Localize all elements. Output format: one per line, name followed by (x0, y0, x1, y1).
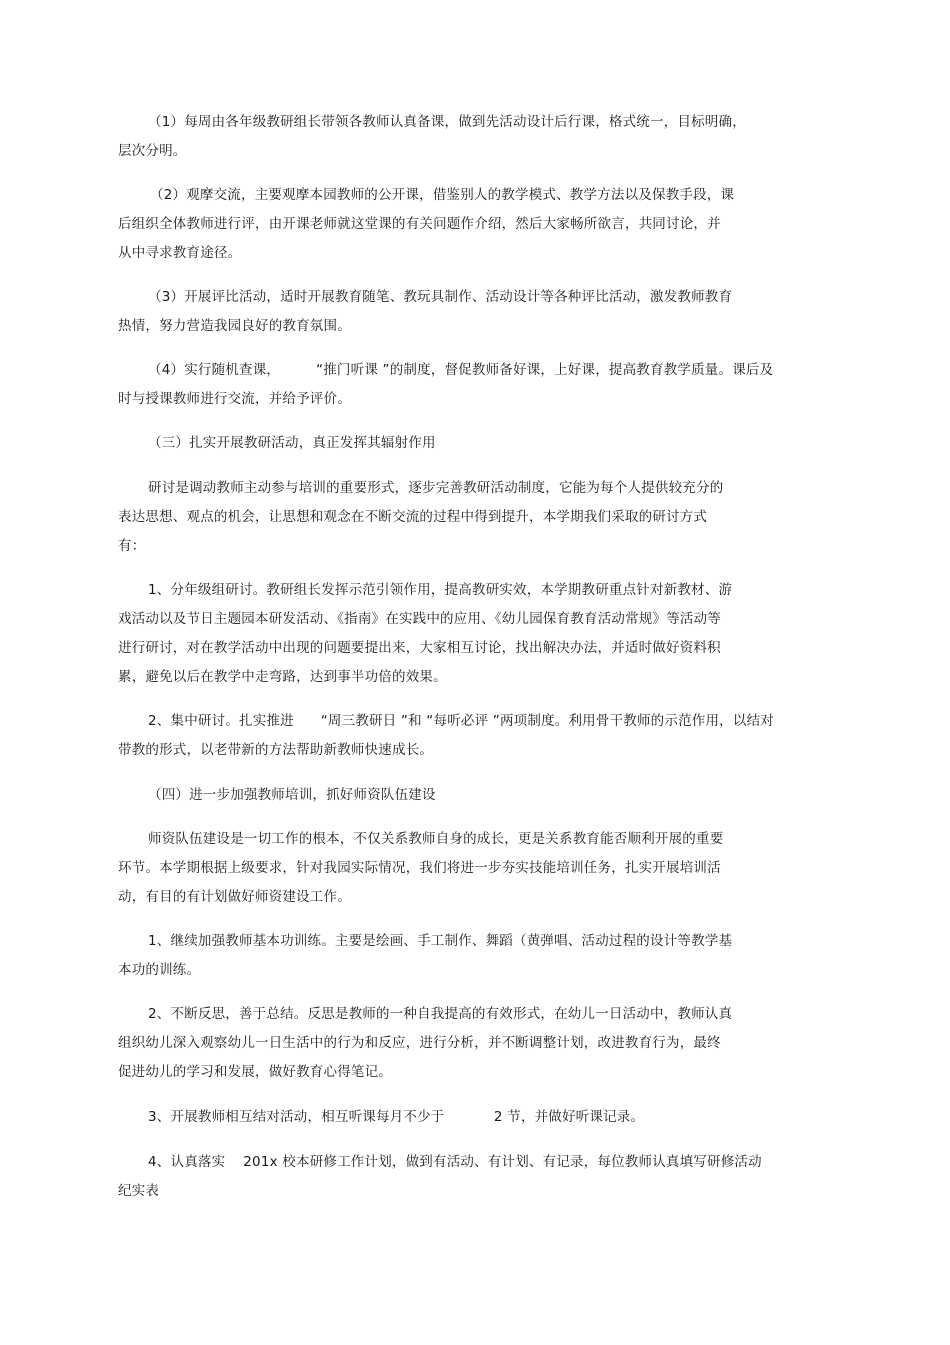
paragraph-line: 后组织全体教师进行评，由开课老师就这堂课的有关问题作介绍，然后大家畅所欲言，共同讨论，并 (118, 216, 721, 232)
paragraph-line: 2、集中研讨。扎实推进 “周三教研日 ”和 “每听必评 ”两项制度。利用骨干教师的示范作用，以结对 (148, 713, 774, 729)
paragraph-line: （3）开展评比活动，适时开展教育随笔、教玩具制作、活动设计等各种评比活动，激发教师教育 (148, 289, 733, 305)
paragraph-line: 累，避免以后在教学中走弯路，达到事半功倍的效果。 (118, 669, 447, 685)
paragraph-line: 研讨是调动教师主动参与培训的重要形式，逐步完善教研活动制度，它能为每个人提供较充分的 (148, 480, 724, 496)
paragraph-line: 2、不断反思，善于总结。反思是教师的一种自我提高的有效形式，在幼儿一日活动中，教师认真 (148, 1006, 733, 1022)
paragraph-line: （2）观摩交流，主要观摩本园教师的公开课，借鉴别人的教学模式、教学方法以及保教手段，课 (150, 187, 735, 203)
section-heading: （四）进一步加强教师培训，抓好师资队伍建设 (148, 787, 436, 803)
paragraph-line: 戏活动以及节日主题园本研发活动、《指南》在实践中的应用、《幼儿园保育教育活动常规》等活动等 (118, 611, 721, 627)
paragraph-line: 时与授课教师进行交流，并给予评价。 (118, 391, 351, 407)
paragraph-line: 1、分年级组研讨。教研组长发挥示范引领作用，提高教研实效，本学期教研重点针对新教材、游 (148, 582, 733, 598)
paragraph-line: 进行研讨，对在教学活动中出现的问题要提出来，大家相互讨论，找出解决办法，并适时做好资料积 (118, 640, 721, 656)
paragraph-line: 促进幼儿的学习和发展，做好教育心得笔记。 (118, 1064, 392, 1080)
paragraph-line: 表达思想、观点的机会，让思想和观念在不断交流的过程中得到提升，本学期我们采取的研讨方式 (118, 509, 708, 525)
paragraph-line: 3、开展教师相互结对活动，相互听课每月不少于 2 节，并做好听课记录。 (148, 1109, 645, 1125)
paragraph-line: 有： (118, 538, 146, 554)
paragraph-line: 纪实表 (118, 1183, 160, 1199)
paragraph-line: （4）实行随机查课， “推门听课 ”的制度，督促教师备好课，上好课，提高教育教学质量。课后及 (148, 362, 774, 378)
paragraph-line: 带教的形式，以老带新的方法帮助新教师快速成长。 (118, 742, 434, 758)
section-heading: （三）扎实开展教研活动，真正发挥其辐射作用 (148, 435, 436, 451)
paragraph-line: 层次分明。 (118, 143, 187, 159)
paragraph-line: 1、继续加强教师基本功训练。主要是绘画、手工制作、舞蹈（黄弹唱、活动过程的设计等教学基 (148, 933, 733, 949)
paragraph-line: （1）每周由各年级教研组长带领各教师认真备课，做到先活动设计后行课，格式统一，目标明确， (148, 114, 746, 130)
paragraph-line: 4、认真落实 201x 校本研修工作计划，做到有活动、有计划、有记录，每位教师认真填写研修活动 (148, 1154, 762, 1170)
paragraph-line: 环节。本学期根据上级要求，针对我园实际情况，我们将进一步夯实技能培训任务，扎实开展培训活 (118, 860, 721, 876)
paragraph-line: 动，有目的有计划做好师资建设工作。 (118, 889, 351, 905)
paragraph-line: 热情，努力营造我园良好的教育氛围。 (118, 318, 351, 334)
paragraph-line: 从中寻求教育途径。 (118, 245, 242, 261)
paragraph-line: 本功的训练。 (118, 962, 201, 978)
paragraph-line: 组织幼儿深入观察幼儿一日生活中的行为和反应，进行分析，并不断调整计划，改进教育行为，最终 (118, 1035, 721, 1051)
paragraph-line: 师资队伍建设是一切工作的根本，不仅关系教师自身的成长，更是关系教育能否顺利开展的重要 (148, 831, 724, 847)
